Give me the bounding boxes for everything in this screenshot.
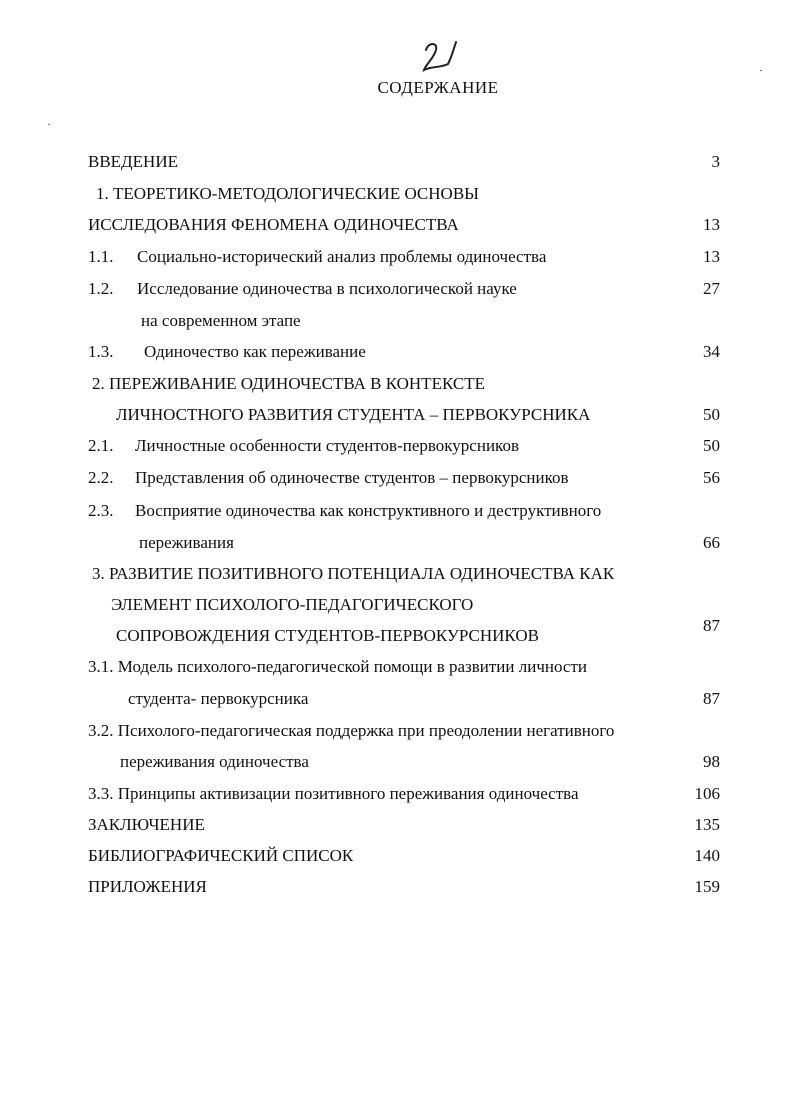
toc-entry-introduction [0, 148, 792, 176]
toc-entry-title: ЗАКЛЮЧЕНИЕ [88, 815, 205, 834]
handwritten-page-number [418, 40, 458, 74]
toc-section-3-2-line-2 [0, 748, 792, 776]
toc-section-number: 1.3. [88, 342, 114, 361]
toc-section-3-3 [0, 780, 792, 808]
toc-section-number: 2.2. [88, 468, 114, 487]
toc-entry-title: переживания одиночества [120, 752, 309, 771]
toc-section-1-1 [0, 243, 792, 271]
toc-chapter-3-line-1 [0, 560, 792, 588]
toc-entry-title: Исследование одиночества в психологической науке [137, 279, 517, 298]
scan-speck [48, 124, 50, 125]
toc-section-number: 2.1. [88, 436, 114, 455]
toc-section-3-1-line-1 [0, 653, 792, 681]
toc-entry-page: 98 [703, 752, 720, 771]
toc-entry-page: 106 [694, 784, 720, 803]
toc-entry-title: 3.1. Модель психолого-педагогической помощи в развитии личности [88, 657, 587, 676]
toc-entry-page: 13 [703, 247, 720, 266]
toc-section-3-1-line-2 [0, 685, 792, 713]
toc-entry-title: Социально-исторический анализ проблемы одиночества [137, 247, 547, 266]
toc-entry-title: Восприятие одиночества как конструктивного и деструктивного [135, 501, 602, 520]
toc-section-2-3-line-2 [0, 529, 792, 557]
toc-section-1-3 [0, 338, 792, 366]
toc-entry-page: 87 [703, 616, 720, 635]
toc-entry-page: 13 [703, 215, 720, 234]
toc-section-2-2 [0, 464, 792, 492]
toc-chapter-1-line-1 [0, 180, 792, 208]
toc-entry-title: СОПРОВОЖДЕНИЯ СТУДЕНТОВ-ПЕРВОКУРСНИКОВ [116, 626, 539, 645]
toc-section-2-1 [0, 432, 792, 460]
toc-entry-page: 159 [694, 877, 720, 896]
toc-chapter-1-line-2 [0, 211, 792, 239]
toc-entry-page: 50 [703, 405, 720, 424]
toc-entry-page: 27 [703, 279, 720, 298]
toc-section-2-3-line-1 [0, 497, 792, 525]
toc-entry-page: 140 [694, 846, 720, 865]
toc-section-number: 1.2. [88, 279, 114, 298]
toc-entry-title: переживания [139, 533, 234, 552]
toc-entry-page: 3 [711, 152, 720, 171]
toc-chapter-2-line-1 [0, 370, 792, 398]
toc-entry-page: 34 [703, 342, 720, 361]
toc-chapter-3-line-3 [0, 622, 792, 650]
toc-section-number: 1.1. [88, 247, 114, 266]
toc-entry-conclusion [0, 811, 792, 839]
toc-entry-title: на современном этапе [141, 311, 301, 330]
toc-entry-title: Личностные особенности студентов-первокурсников [135, 436, 519, 455]
page-title: СОДЕРЖАНИЕ [377, 78, 499, 97]
toc-entry-title: Одиночество как переживание [144, 342, 366, 361]
toc-entry-title: ЛИЧНОСТНОГО РАЗВИТИЯ СТУДЕНТА – ПЕРВОКУРСНИКА [116, 405, 591, 424]
toc-section-number: 2.3. [88, 501, 114, 520]
toc-entry-page: 56 [703, 468, 720, 487]
toc-entry-title: ПРИЛОЖЕНИЯ [88, 877, 207, 896]
toc-entry-title: ЭЛЕМЕНТ ПСИХОЛОГО-ПЕДАГОГИЧЕСКОГО [111, 595, 474, 614]
toc-entry-page: 66 [703, 533, 720, 552]
toc-entry-title: 2. ПЕРЕЖИВАНИЕ ОДИНОЧЕСТВА В КОНТЕКСТЕ [92, 374, 485, 393]
toc-entry-title: 1. ТЕОРЕТИКО-МЕТОДОЛОГИЧЕСКИЕ ОСНОВЫ [96, 184, 479, 203]
toc-entry-title: 3.3. Принципы активизации позитивного переживания одиночества [88, 784, 579, 803]
toc-entry-title: студента- первокурсника [128, 689, 309, 708]
toc-entry-appendix [0, 873, 792, 901]
toc-entry-title: ВВЕДЕНИЕ [88, 152, 178, 171]
toc-entry-title: ИССЛЕДОВАНИЯ ФЕНОМЕНА ОДИНОЧЕСТВА [88, 215, 459, 234]
toc-entry-page: 87 [703, 689, 720, 708]
toc-entry-page: 135 [694, 815, 720, 834]
toc-entry-title: БИБЛИОГРАФИЧЕСКИЙ СПИСОК [88, 846, 354, 865]
toc-section-3-2-line-1 [0, 717, 792, 745]
scan-speck [760, 70, 762, 71]
toc-chapter-2-line-2 [0, 401, 792, 429]
toc-entry-bibliography [0, 842, 792, 870]
toc-entry-title: 3. РАЗВИТИЕ ПОЗИТИВНОГО ПОТЕНЦИАЛА ОДИНОЧЕСТВА КАК [92, 564, 615, 583]
toc-entry-title: Представления об одиночестве студентов – первокурсников [135, 468, 569, 487]
toc-section-1-2-line-1 [0, 275, 792, 303]
toc-entry-title: 3.2. Психолого-педагогическая поддержка при преодолении негативного [88, 721, 615, 740]
toc-section-1-2-line-2 [0, 307, 792, 335]
toc-entry-page: 50 [703, 436, 720, 455]
